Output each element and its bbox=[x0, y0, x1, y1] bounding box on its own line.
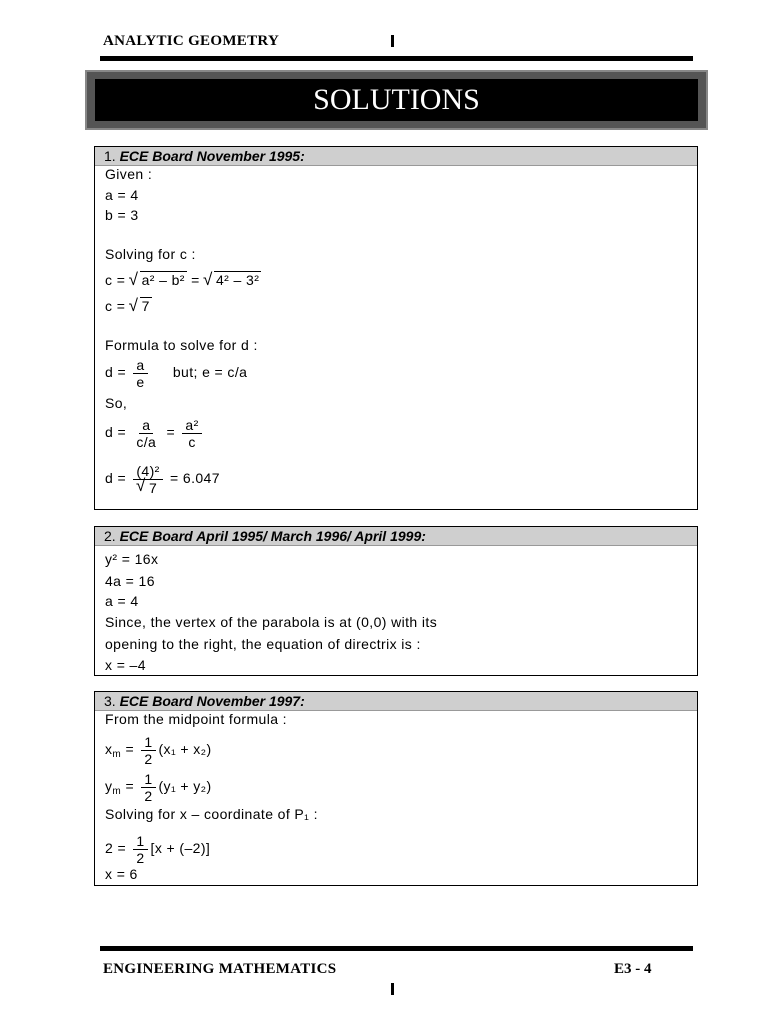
d-substitution bbox=[105, 417, 205, 450]
solving-c-label: Solving for c : bbox=[105, 246, 196, 262]
radicand: 7 bbox=[148, 480, 158, 496]
xm-equation bbox=[105, 734, 212, 767]
equals-sign: = bbox=[125, 741, 135, 758]
solution-box-1 bbox=[94, 146, 698, 510]
problem-2-heading bbox=[95, 527, 697, 546]
fraction bbox=[133, 463, 162, 496]
equals-sign: = bbox=[125, 778, 135, 795]
radicand: 4² – 3² bbox=[216, 272, 260, 288]
equation-prefix: 2 = bbox=[105, 840, 127, 857]
x-equation bbox=[105, 833, 210, 866]
ym-sum: (y₁ + y₂) bbox=[158, 778, 212, 795]
explanation-line: Since, the vertex of the parabola is at (0,0) with its bbox=[105, 614, 438, 630]
sqrt-expression bbox=[137, 480, 159, 496]
problem-number: 2. bbox=[104, 528, 116, 544]
equation-line: 4a = 16 bbox=[105, 573, 155, 589]
so-label: So, bbox=[105, 395, 128, 411]
footer-tick-mark bbox=[391, 983, 394, 995]
numerator: (4)² bbox=[133, 463, 162, 480]
d-prefix: d = bbox=[105, 364, 127, 381]
d-formula bbox=[105, 357, 247, 390]
fraction bbox=[133, 417, 159, 450]
eccentricity-note: but; e = c/a bbox=[172, 364, 248, 381]
equals-sign: = bbox=[191, 272, 200, 288]
denominator: 2 bbox=[144, 788, 153, 804]
solutions-banner bbox=[85, 70, 708, 130]
page-number: E3 - 4 bbox=[614, 961, 652, 977]
radicand: a² – b² bbox=[141, 272, 185, 288]
header-tick-mark bbox=[391, 35, 394, 47]
explanation-line: opening to the right, the equation of directrix is : bbox=[105, 636, 421, 652]
solving-x-label: Solving for x – coordinate of P₁ : bbox=[105, 806, 318, 822]
subscript: m bbox=[112, 749, 122, 761]
given-a: a = 4 bbox=[105, 187, 139, 203]
xm-symbol: x bbox=[105, 741, 113, 758]
formula-d-label: Formula to solve for d : bbox=[105, 337, 258, 353]
answer-line: x = –4 bbox=[105, 657, 146, 673]
c-equation bbox=[105, 272, 261, 288]
subscript: m bbox=[112, 786, 122, 798]
problem-3-heading bbox=[95, 692, 697, 711]
numerator: 1 bbox=[141, 771, 155, 788]
ym-symbol: y bbox=[105, 778, 113, 795]
problem-source: ECE Board April 1995/ March 1996/ April 1999: bbox=[119, 528, 426, 544]
ym-equation bbox=[105, 771, 212, 804]
sqrt-expression bbox=[204, 272, 261, 288]
numerator: a² bbox=[182, 417, 201, 434]
equation-line: y² = 16x bbox=[105, 551, 159, 567]
problem-number: 1. bbox=[104, 148, 116, 164]
running-footer: ENGINEERING MATHEMATICS bbox=[103, 961, 337, 977]
running-header: ANALYTIC GEOMETRY bbox=[103, 33, 280, 49]
fraction bbox=[133, 357, 147, 390]
denominator: 2 bbox=[144, 751, 153, 767]
banner-title: SOLUTIONS bbox=[95, 79, 698, 121]
bracket-expression: [x + (–2)] bbox=[150, 840, 211, 857]
c-result-prefix: c = bbox=[105, 298, 126, 314]
problem-1-heading bbox=[95, 147, 697, 166]
numerator: a bbox=[133, 357, 147, 374]
midpoint-label: From the midpoint formula : bbox=[105, 711, 287, 727]
numerator: a bbox=[139, 417, 153, 434]
d-result bbox=[105, 463, 220, 496]
fraction bbox=[141, 771, 155, 804]
equals-sign: = bbox=[166, 424, 176, 441]
footer-rule bbox=[100, 946, 693, 951]
equation-line: a = 4 bbox=[105, 593, 139, 609]
numerator: 1 bbox=[133, 833, 147, 850]
given-b: b = 3 bbox=[105, 207, 139, 223]
given-label: Given : bbox=[105, 166, 153, 182]
numerator: 1 bbox=[141, 734, 155, 751]
problem-source: ECE Board November 1997: bbox=[119, 693, 305, 709]
solution-box-2 bbox=[94, 526, 698, 676]
denominator: e bbox=[136, 374, 145, 390]
problem-source: ECE Board November 1995: bbox=[119, 148, 305, 164]
sqrt-expression bbox=[130, 298, 152, 314]
fraction bbox=[141, 734, 155, 767]
d-prefix: d = bbox=[105, 424, 127, 441]
solution-box-3 bbox=[94, 691, 698, 886]
c-eq-prefix: c = bbox=[105, 272, 126, 288]
answer-line: x = 6 bbox=[105, 866, 138, 882]
header-rule bbox=[100, 56, 693, 61]
xm-sum: (x₁ + x₂) bbox=[158, 741, 212, 758]
fraction bbox=[182, 417, 201, 450]
c-result bbox=[105, 298, 152, 314]
denominator bbox=[134, 480, 162, 496]
sqrt-expression bbox=[130, 272, 187, 288]
denominator: 2 bbox=[136, 850, 145, 866]
problem-number: 3. bbox=[104, 693, 116, 709]
denominator: c/a bbox=[136, 434, 157, 450]
radicand: 7 bbox=[141, 298, 150, 314]
fraction bbox=[133, 833, 147, 866]
d-prefix: d = bbox=[105, 470, 127, 487]
denominator: c bbox=[188, 434, 196, 450]
d-value: = 6.047 bbox=[170, 470, 220, 487]
